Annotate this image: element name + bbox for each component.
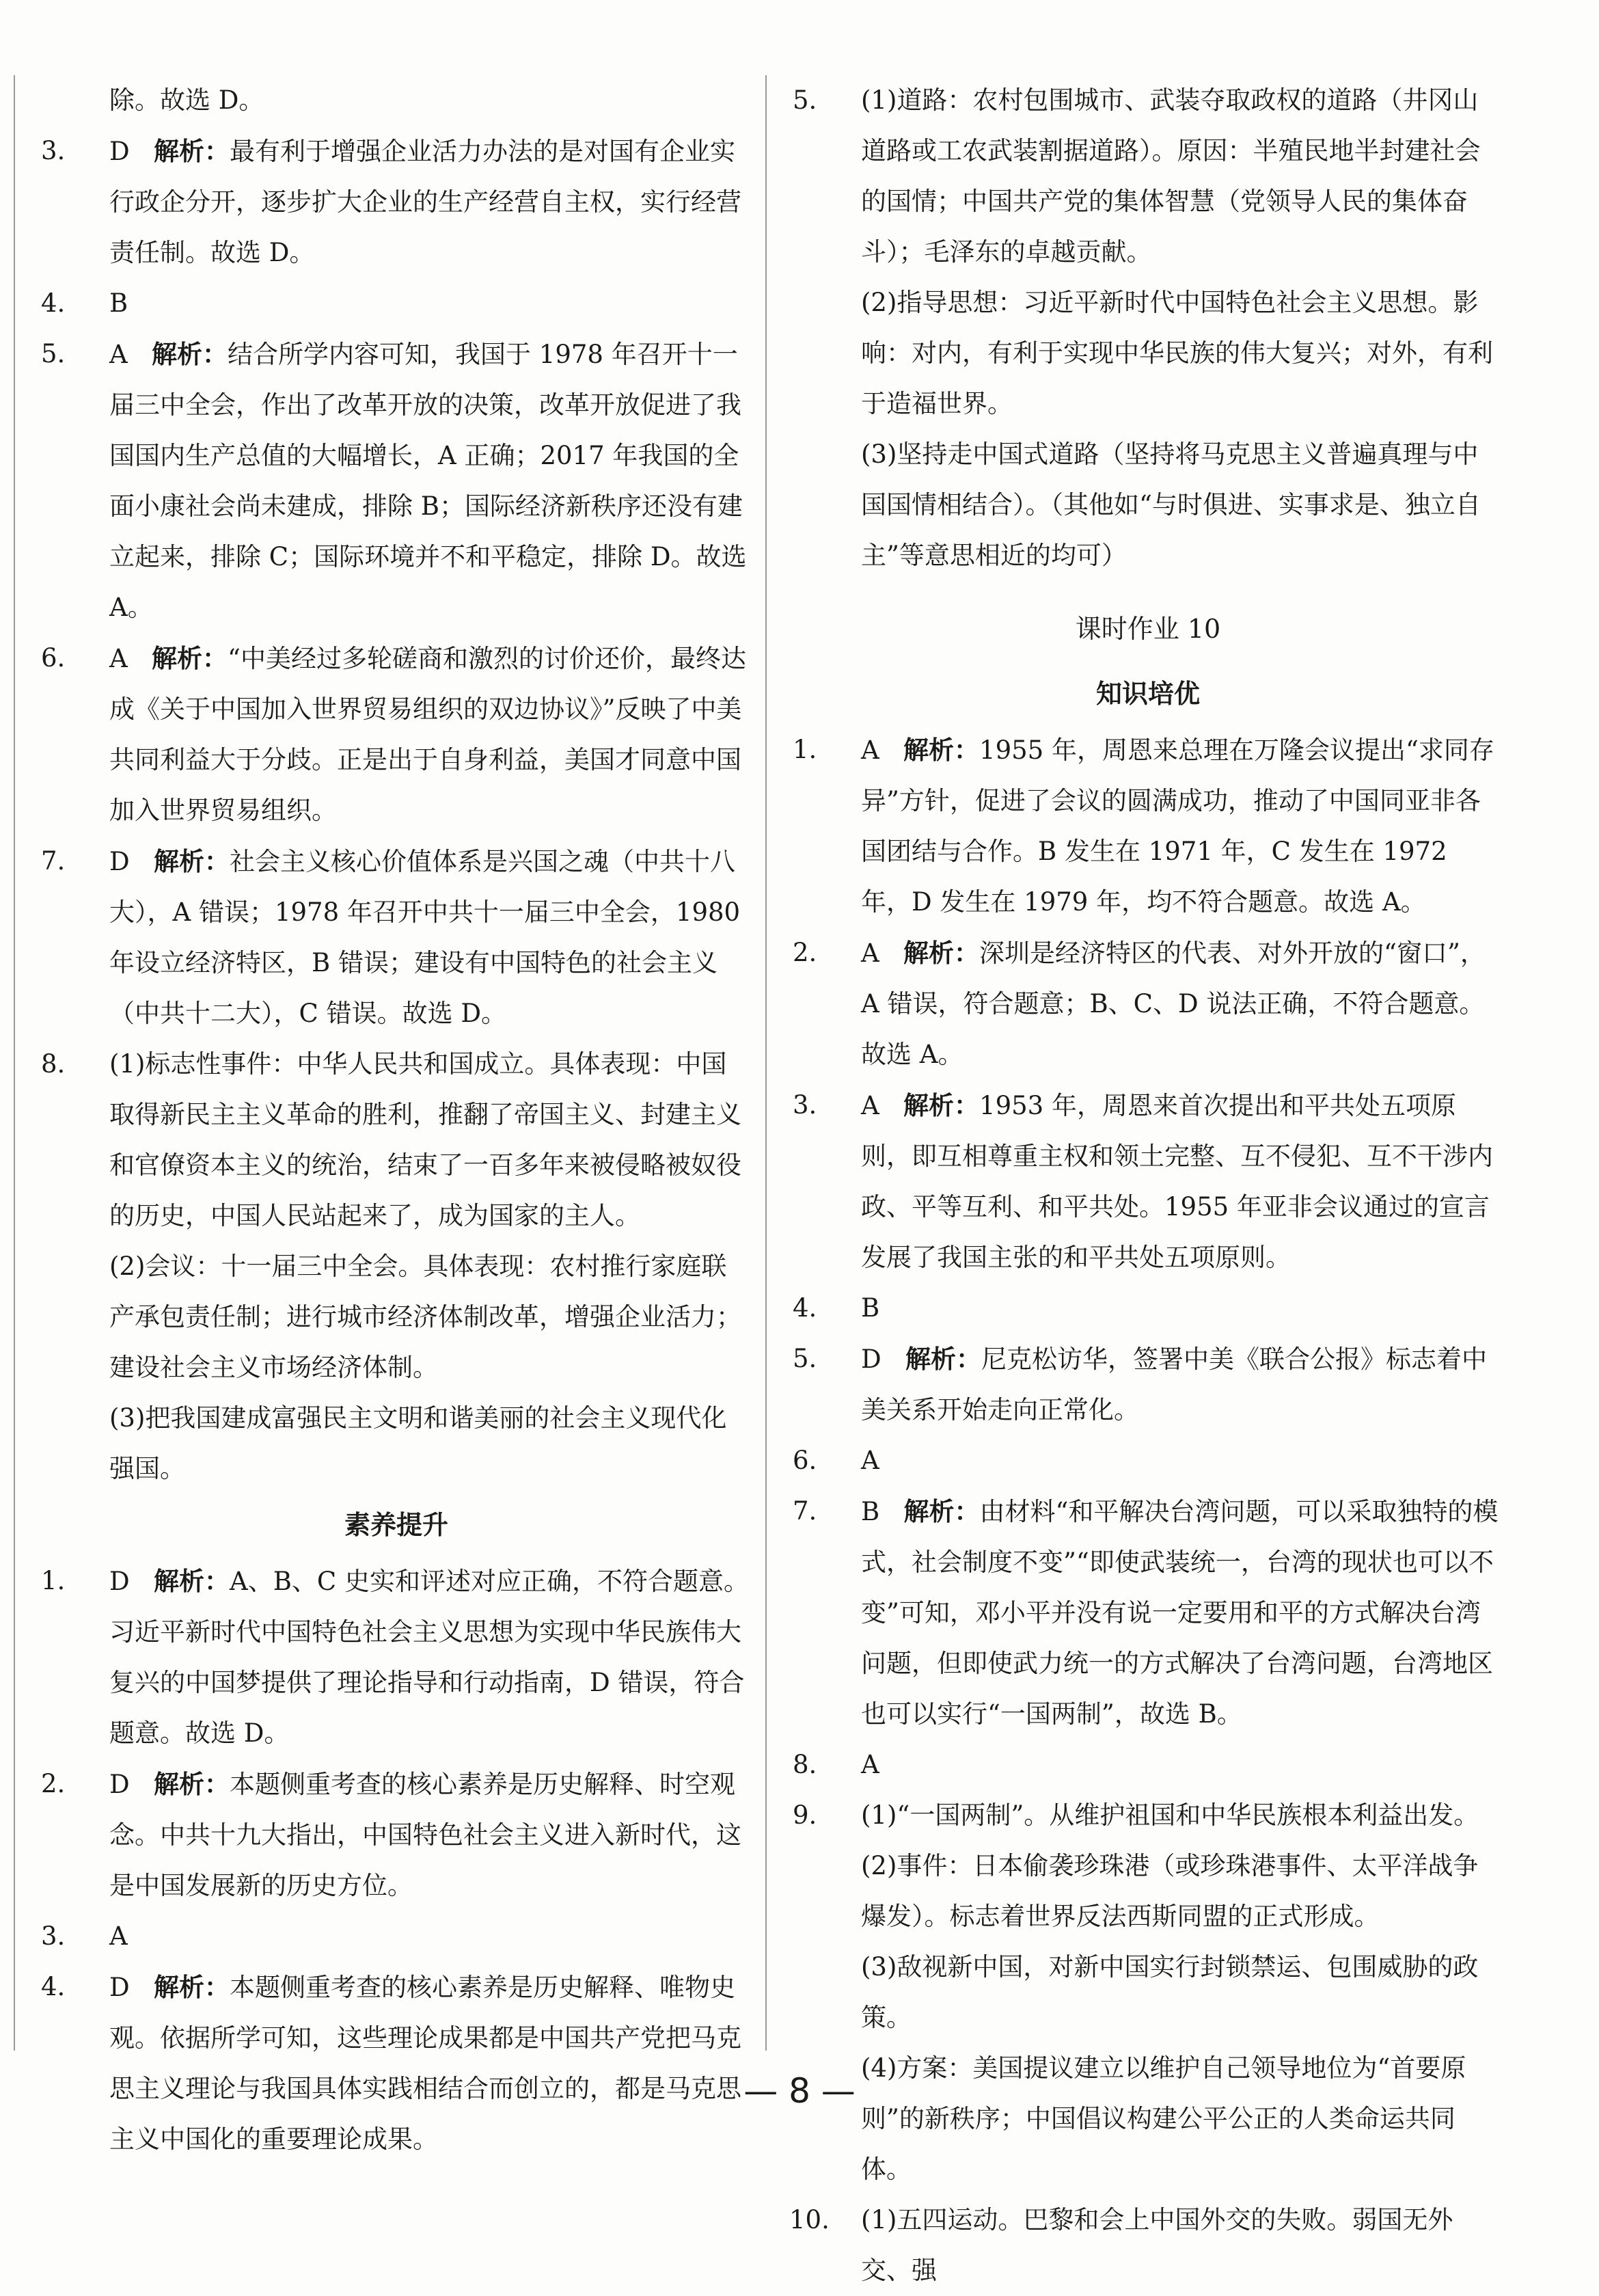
sub-answer: (2)指导思想：习近平新时代中国特色社会主义思想。影响：对内，有利于实现中华民族的伟大复兴；对外，有利于造福世界。 [861, 288, 1493, 418]
sub-answer: (1)标志性事件：中华人民共和国成立。具体表现：中国取得新民主主义革命的胜利，推翻了帝国主义、封建主义和官僚资本主义的统治，结束了一百多年来被侵略被奴役的历史，中国人民站起来了，成为国家的主人。 [109, 1049, 741, 1230]
answer-item-k8 [793, 1740, 1503, 1790]
analysis-label: 解析： [152, 643, 228, 673]
analysis-label: 解析： [153, 136, 230, 166]
item-number: 8. [41, 1049, 66, 1079]
answer-letter: A [109, 340, 128, 369]
analysis-text: A、B、C 史实和评述对应正确，不符合题意。习近平新时代中国特色社会主义思想为实现中华民族伟大复兴的中国梦提供了理论指导和行动指南，D 错误，符合题意。故选 D。 [109, 1567, 749, 1748]
answer-letter: A [861, 938, 879, 968]
answer-letter: D [109, 1770, 130, 1799]
answer-item-k10 [789, 2195, 1503, 2296]
item-number: 3. [793, 1090, 817, 1120]
section-heading: 素养提升 [344, 1509, 448, 1540]
item-number: 8. [793, 1750, 817, 1779]
analysis-label: 解析： [153, 1972, 230, 2002]
answer-item-k5 [793, 1334, 1503, 1435]
item-number: 5. [793, 85, 817, 115]
answer-letter: A [861, 1750, 879, 1779]
analysis-label: 解析： [903, 1090, 980, 1120]
sub-answer: (3)敌视新中国，对新中国实行封锁禁运、包围威胁的政策。 [861, 1952, 1479, 2032]
sub-answer: (4)方案：美国提议建立以维护自己领导地位为“首要原则”的新秩序；中国倡议构建公平公正的人类命运共同体。 [861, 2053, 1466, 2184]
answer-item-k6 [793, 1435, 1503, 1486]
analysis-label: 解析： [152, 339, 228, 369]
answer-item-8 [41, 1039, 752, 1494]
answer-letter: A [861, 1446, 879, 1475]
answer-letter: A [109, 644, 128, 673]
item-number: 1. [41, 1566, 66, 1595]
answer-item-k1 [793, 725, 1503, 928]
answer-item-k4 [793, 1283, 1503, 1334]
answer-letter: B [861, 1293, 880, 1323]
analysis-text: “中美经过多轮磋商和激烈的讨价还价，最终达成《关于中国加入世界贸易组织的双边协议》”反映了中美共同利益大于分歧。正是出于自身利益，美国才同意中国加入世界贸易组织。 [109, 644, 746, 825]
answer-letter: B [861, 1497, 880, 1526]
answer-item-4 [41, 278, 752, 329]
answer-letter: A [109, 1921, 128, 1951]
sub-answer: (3)坚持走中国式道路（坚持将马克思主义普遍真理与中国国情相结合）。（其他如“与时俱进、实事求是、独立自主”等意思相近的均可） [861, 440, 1481, 570]
analysis-text: 本题侧重考查的核心素养是历史解释、唯物史观。依据所学可知，这些理论成果都是中国共产党把马克思主义理论与我国具体实践相结合而创立的，都是马克思主义中国化的重要理论成果。 [109, 1973, 741, 2154]
answer-item-6 [41, 633, 752, 836]
paragraph: 除。故选 D。 [109, 85, 264, 115]
analysis-label: 解析： [153, 1566, 230, 1596]
carryover-text [41, 75, 752, 126]
page-number: — 8 — [743, 2071, 856, 2111]
analysis-label: 解析： [903, 1496, 980, 1526]
analysis-text: 深圳是经济特区的代表、对外开放的“窗口”，A 错误，符合题意；B、C、D 说法正确，不符合题意。故选 A。 [861, 938, 1486, 1069]
analysis-text: 最有利于增强企业活力办法的是对国有企业实行政企分开，逐步扩大企业的生产经营自主权，实行经营责任制。故选 D。 [109, 137, 741, 267]
analysis-text: 结合所学内容可知，我国于 1978 年召开十一届三中全会，作出了改革开放的决策，改革开放促进了我国国内生产总值的大幅增长，A 正确；2017 年我国的全面小康社会尚未建成，排除 B；国际经济新秩序还没有建立起来，排除 C；国际环境并不和平稳定，排除 D。故选 A。 [109, 340, 747, 622]
sub-answer: (1)五四运动。巴黎和会上中国外交的失败。弱国无外交、强 [861, 2205, 1453, 2285]
answer-item-s2 [41, 1759, 752, 1911]
answer-letter: D [109, 1973, 130, 2002]
item-number: 2. [41, 1769, 66, 1798]
item-number: 10. [789, 2205, 830, 2234]
sub-answer: (1)“一国两制”。从维护祖国和中华民族根本利益出发。 [861, 1800, 1479, 1830]
analysis-label: 解析： [905, 1344, 981, 1374]
item-number: 2. [793, 938, 817, 967]
sub-answer: (3)把我国建成富强民主文明和谐美丽的社会主义现代化强国。 [109, 1403, 727, 1483]
item-number: 9. [793, 1800, 817, 1830]
answer-item-k9 [793, 1790, 1503, 2195]
analysis-text: 1953 年，周恩来首次提出和平共处五项原则，即互相尊重主权和领土完整、互不侵犯、互不干涉内政、平等互利、和平共处。1955 年亚非会议通过的宣言发展了我国主张的和平共处五项原则。 [861, 1091, 1493, 1272]
analysis-label: 解析： [153, 846, 230, 876]
analysis-text: 社会主义核心价值体系是兴国之魂（中共十八大），A 错误；1978 年召开中共十一届三中全会，1980 年设立经济特区，B 错误；建设有中国特色的社会主义（中共十二大），C 错误。故选 D。 [109, 847, 741, 1028]
item-number: 6. [793, 1446, 817, 1475]
left-column [41, 75, 752, 2165]
analysis-text: 本题侧重考查的核心素养是历史解释、时空观念。中共十九大指出，中国特色社会主义进入新时代，这是中国发展新的历史方位。 [109, 1770, 741, 1900]
item-number: 4. [793, 1293, 817, 1323]
answer-item-7 [41, 836, 752, 1039]
sub-answer: (1)道路：农村包围城市、武装夺取政权的道路（井冈山道路或工农武装割据道路）。原因：半殖民地半封建社会的国情；中国共产党的集体智慧（党领导人民的集体奋斗）；毛泽东的卓越贡献。 [861, 85, 1481, 267]
analysis-label: 解析： [153, 1769, 230, 1799]
item-number: 3. [41, 1921, 66, 1951]
item-number: 5. [41, 339, 66, 368]
lesson-title: 课时作业 10 [1075, 614, 1221, 644]
item-number: 4. [41, 1972, 66, 2001]
item-number: 4. [41, 288, 66, 318]
answer-item-s1 [41, 1556, 752, 1759]
item-number: 6. [41, 643, 66, 673]
analysis-text: 尼克松访华，签署中美《联合公报》标志着中美关系开始走向正常化。 [861, 1345, 1487, 1424]
answer-letter: D [861, 1345, 882, 1374]
analysis-text: 由材料“和平解决台湾问题，可以采取独特的模式，社会制度不变”“即使武装统一，台湾的现状也可以不变”可知，邓小平并没有说一定要用和平的方式解决台湾问题，但即使武力统一的方式解决了台湾问题，台湾地区也可以实行“一国两制”，故选 B。 [861, 1497, 1499, 1729]
answer-letter: D [109, 1567, 130, 1596]
analysis-label: 解析： [903, 735, 980, 765]
answer-item-k3 [793, 1080, 1503, 1283]
answer-item-3 [41, 126, 752, 278]
answer-item-s4 [41, 1962, 752, 2165]
answer-letter: D [109, 847, 130, 876]
answer-item-k2 [793, 928, 1503, 1080]
answer-letter: A [861, 735, 879, 765]
section-heading: 知识培优 [1095, 678, 1200, 709]
answer-item-r5 [793, 75, 1503, 581]
sub-answer: (2)事件：日本偷袭珍珠港（或珍珠港事件、太平洋战争爆发）。标志着世界反法西斯同盟的正式形成。 [861, 1851, 1479, 1931]
analysis-text: 1955 年，周恩来总理在万隆会议提出“求同存异”方针，促进了会议的圆满成功，推动了中国同亚非各国团结与合作。B 发生在 1971 年，C 发生在 1972 年，D 发生在 1979 年，均不符合题意。故选 A。 [861, 735, 1494, 917]
answer-letter: A [861, 1091, 879, 1120]
answer-letter: D [109, 137, 130, 166]
answer-item-k7 [793, 1486, 1503, 1740]
answer-item-5 [41, 329, 752, 633]
analysis-label: 解析： [903, 938, 980, 968]
item-number: 7. [41, 846, 66, 876]
column-divider [765, 75, 767, 2051]
item-number: 1. [793, 735, 817, 764]
item-number: 5. [793, 1344, 817, 1373]
item-number: 7. [793, 1496, 817, 1526]
sub-answer: (2)会议：十一届三中全会。具体表现：农村推行家庭联产承包责任制；进行城市经济体制改革，增强企业活力；建设社会主义市场经济体制。 [109, 1252, 741, 1382]
left-margin-line [14, 75, 15, 2051]
right-column [789, 75, 1503, 2296]
answer-item-s3 [41, 1911, 752, 1962]
item-number: 3. [41, 136, 66, 165]
answer-letter: B [109, 288, 128, 318]
